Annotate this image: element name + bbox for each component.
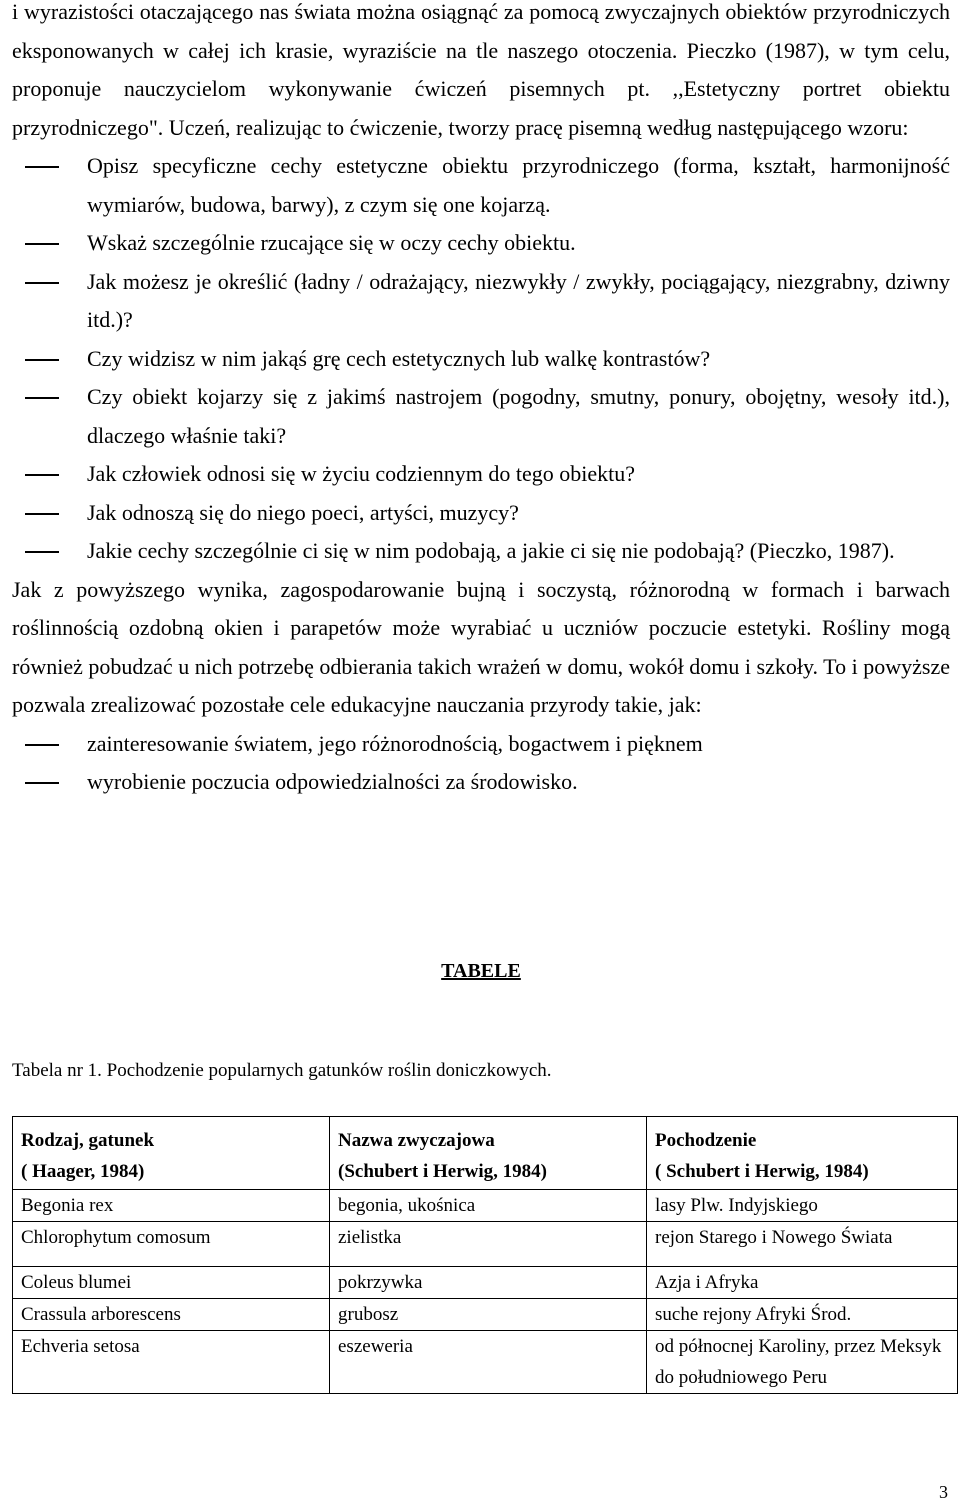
table-caption: Tabela nr 1. Pochodzenie popularnych gatunków roślin doniczkowych.	[12, 1060, 552, 1081]
dash-bullet	[25, 397, 59, 399]
table-cell: Azja i Afryka	[647, 1267, 958, 1299]
table-header-row	[13, 1117, 958, 1190]
table-cell: zielistka	[330, 1222, 647, 1267]
header-cell: Pochodzenie ( Schubert i Herwig, 1984)	[647, 1117, 958, 1190]
table-row	[13, 1299, 958, 1331]
table-cell: Crassula arborescens	[13, 1299, 330, 1331]
list-item: Jak człowiek odnosi się w życiu codziennym do tego obiektu?	[12, 455, 950, 494]
intro-paragraph: i wyrazistości otaczającego nas świata można osiągnąć za pomocą zwyczajnych obiektów przyrodniczych eksponowanych w całej ich krasie, wyraziście na tle naszego otoczenia. Pieczko (1987), w tym celu, proponuje nauczycielom wykonywanie ćwiczeń pisemnych pt. ,,Estetyczny portret obiektu przyrodniczego". Uczeń, realizując to ćwiczenie, tworzy pracę pisemną według następującego wzoru:	[12, 0, 950, 140]
table-cell: Coleus blumei	[13, 1267, 330, 1299]
header-cell: Nazwa zwyczajowa (Schubert i Herwig, 1984)	[330, 1117, 647, 1190]
list-item: Jakie cechy szczególnie ci się w nim podobają, a jakie ci się nie podobają? (Pieczko, 1987).	[12, 532, 950, 571]
table-cell: Echveria setosa	[13, 1331, 330, 1394]
dash-bullet	[25, 744, 59, 746]
page-number: 3	[939, 1482, 948, 1502]
section-heading: TABELE	[441, 960, 521, 982]
table-cell: Chlorophytum comosum	[13, 1222, 330, 1267]
table-cell: grubosz	[330, 1299, 647, 1331]
table-row	[13, 1190, 958, 1222]
table-cell: eszeweria	[330, 1331, 647, 1394]
summary-paragraph: Jak z powyższego wynika, zagospodarowanie bujną i soczystą, różnorodną w formach i barwach roślinnością ozdobną okien i parapetów może wyrabiać u uczniów poczucie estetyki. Rośliny mogą również pobudzać u nich potrzebę odbierania takich wrażeń w domu, wokół domu i szkoły. To i powyższe pozwala zrealizować pozostałe cele edukacyjne nauczania przyrody takie, jak:	[12, 576, 950, 717]
list-item: Czy widzisz w nim jakąś grę cech estetycznych lub walkę kontrastów?	[12, 340, 950, 379]
goals-list	[12, 725, 950, 802]
table-cell: rejon Starego i Nowego Świata	[647, 1222, 958, 1267]
dash-bullet	[25, 782, 59, 784]
table-row	[13, 1267, 958, 1299]
list-item: zainteresowanie światem, jego różnorodnością, bogactwem i pięknem	[12, 725, 950, 764]
dash-bullet	[25, 551, 59, 553]
dash-bullet	[25, 243, 59, 245]
header-cell: Rodzaj, gatunek ( Haager, 1984)	[13, 1117, 330, 1190]
list-item: Jak odnoszą się do niego poeci, artyści, muzycy?	[12, 494, 950, 533]
list-item: Wskaż szczególnie rzucające się w oczy cechy obiektu.	[12, 224, 950, 263]
table-cell: Begonia rex	[13, 1190, 330, 1222]
table-cell: suche rejony Afryki Środ.	[647, 1299, 958, 1331]
exercise-list	[12, 147, 950, 571]
dash-bullet	[25, 474, 59, 476]
table-row	[13, 1331, 958, 1394]
list-item: Czy obiekt kojarzy się z jakimś nastrojem (pogodny, smutny, ponury, obojętny, wesoły itd.), dlaczego właśnie taki?	[12, 378, 950, 455]
table-cell: begonia, ukośnica	[330, 1190, 647, 1222]
table-row	[13, 1222, 958, 1267]
plants-table	[12, 1116, 958, 1394]
dash-bullet	[25, 359, 59, 361]
dash-bullet	[25, 166, 59, 168]
list-item: Opisz specyficzne cechy estetyczne obiektu przyrodniczego (forma, kształt, harmonijność wymiarów, budowa, barwy), z czym się one kojarzą.	[12, 147, 950, 224]
table-cell: lasy Plw. Indyjskiego	[647, 1190, 958, 1222]
document-page	[12, 0, 950, 1388]
dash-bullet	[25, 513, 59, 515]
dash-bullet	[25, 282, 59, 284]
table-cell: pokrzywka	[330, 1267, 647, 1299]
list-item: Jak możesz je określić (ładny / odrażający, niezwykły / zwykły, pociągający, niezgrabny, dziwny itd.)?	[12, 263, 950, 340]
list-item: wyrobienie poczucia odpowiedzialności za środowisko.	[12, 763, 950, 802]
table-cell: od północnej Karoliny, przez Meksyk do południowego Peru	[647, 1331, 958, 1394]
